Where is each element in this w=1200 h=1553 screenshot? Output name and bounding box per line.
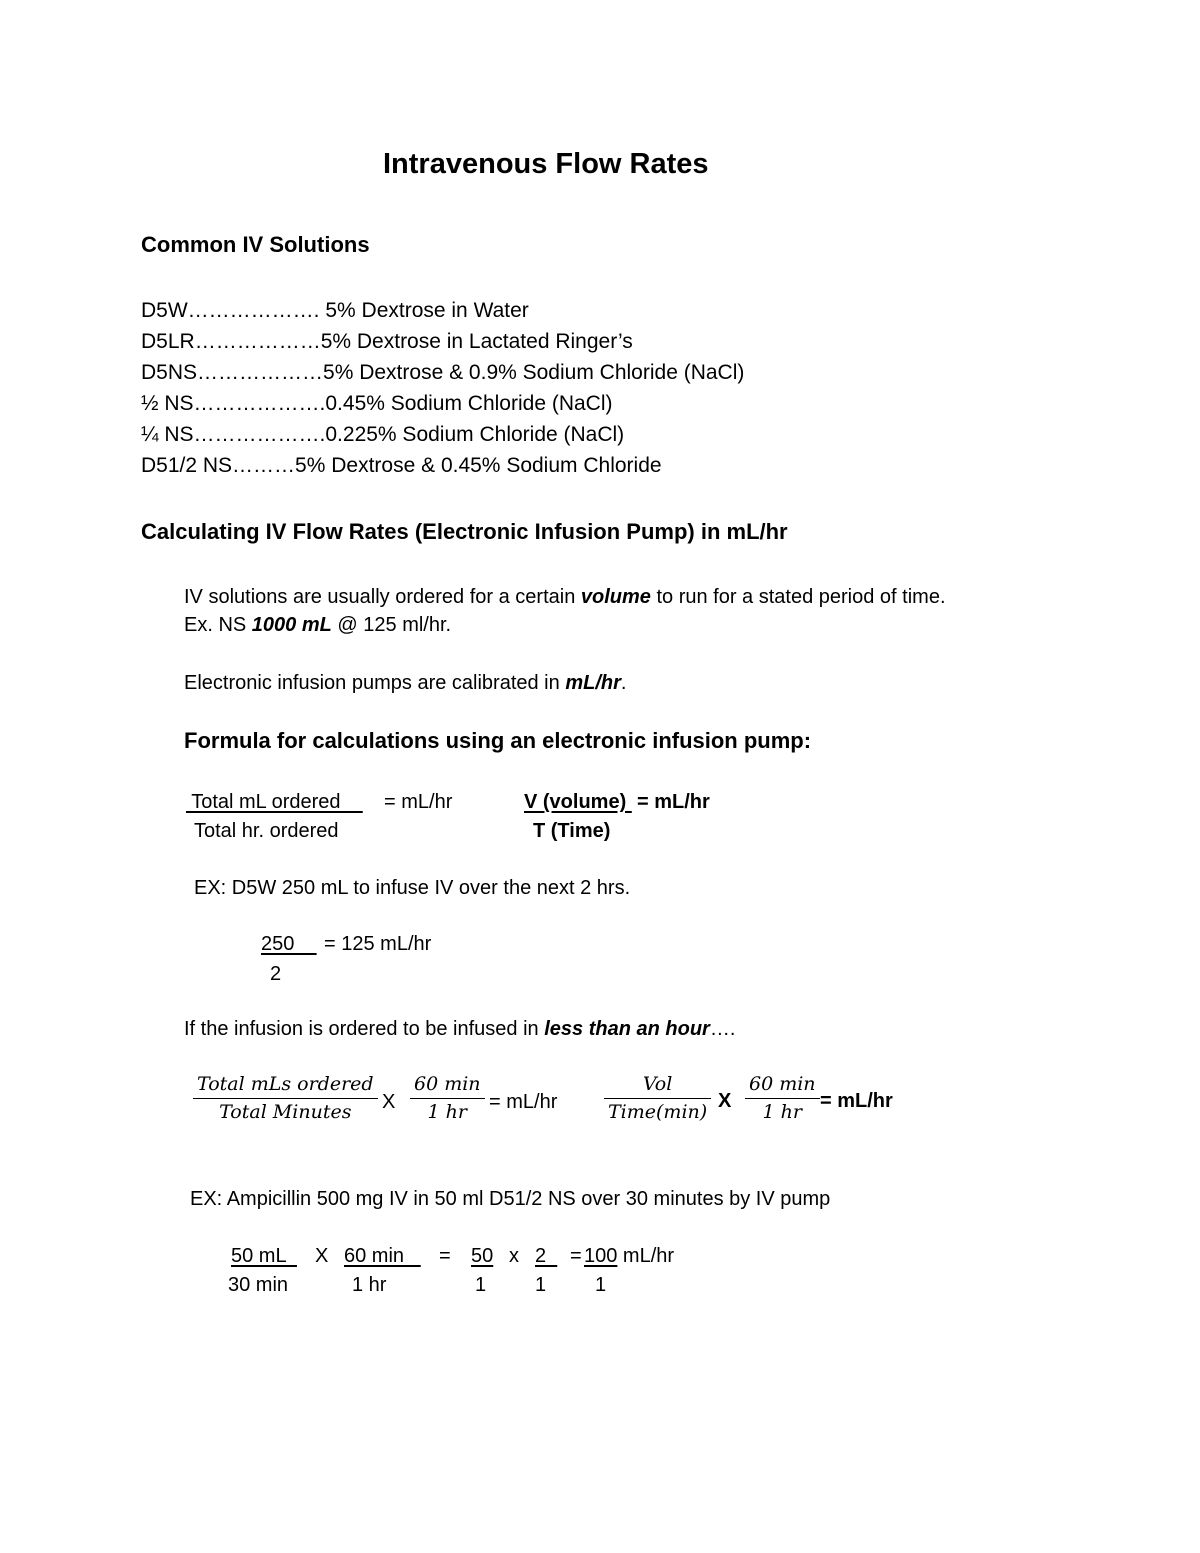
calc-denominator-1b: 1 (535, 1274, 547, 1296)
calc-denominator-1c: 1 (595, 1274, 607, 1296)
example-d5w-denominator: 2 (270, 963, 282, 985)
calc-denominator-1hr: 1 hr (352, 1274, 387, 1296)
fraction-60min-over-1hr: 60 min 1 hr (410, 1075, 485, 1122)
page-title: Intravenous Flow Rates (383, 148, 709, 180)
formula-heading: Formula for calculations using an electronic infusion pump: (184, 728, 812, 753)
solution-item: D5LR………………5% Dextrose in Lactated Ringer’s (141, 330, 633, 353)
calc-numerator-60min: 60 min (344, 1245, 421, 1267)
formula-total-ml-result: = mL/hr (384, 791, 453, 813)
solution-item: ¼ NS……………….0.225% Sodium Chloride (NaCl) (141, 423, 625, 446)
example-ns: Ex. NS 1000 mL @ 125 ml/hr. (184, 614, 452, 636)
multiply-sign: X (382, 1091, 396, 1113)
formula-volume-result: = mL/hr (637, 791, 710, 813)
formula-volume-numerator: V (volume) (524, 791, 632, 813)
section-heading-calculating: Calculating IV Flow Rates (Electronic Infusion Pump) in mL/hr (141, 519, 788, 544)
formula-total-ml-numerator: Total mL ordered (186, 791, 363, 813)
paragraph-less-than-hour: If the infusion is ordered to be infused in less than an hour…. (184, 1018, 736, 1040)
calc-equals-2: = (570, 1245, 582, 1267)
calc-numerator-50ml: 50 mL (231, 1245, 297, 1267)
solution-item: D51/2 NS………5% Dextrose & 0.45% Sodium Chloride (141, 454, 662, 477)
formula-result-ml-hr-bold: = mL/hr (820, 1090, 893, 1112)
solution-item: D5NS………………5% Dextrose & 0.9% Sodium Chloride (NaCl) (141, 361, 745, 384)
section-heading-common-iv-solutions: Common IV Solutions (141, 232, 370, 257)
solution-item: ½ NS……………….0.45% Sodium Chloride (NaCl) (141, 392, 613, 415)
example-d5w: EX: D5W 250 mL to infuse IV over the next 2 hrs. (194, 877, 631, 899)
formula-result-ml-hr: = mL/hr (489, 1091, 558, 1113)
paragraph-calibrated: Electronic infusion pumps are calibrated in mL/hr. (184, 672, 627, 694)
fraction-60min-over-1hr-2: 60 min 1 hr (745, 1075, 820, 1122)
example-d5w-result: = 125 mL/hr (324, 933, 432, 955)
calc-result: 100 mL/hr (584, 1245, 675, 1267)
calc-multiply-1: X (315, 1245, 329, 1267)
paragraph-volume: IV solutions are usually ordered for a certain volume to run for a stated period of time. (184, 586, 946, 608)
example-d5w-numerator: 250 (261, 933, 317, 955)
example-ampicillin: EX: Ampicillin 500 mg IV in 50 ml D51/2 NS over 30 minutes by IV pump (190, 1188, 831, 1210)
calc-numerator-50: 50 (471, 1245, 494, 1267)
solution-item: D5W………………. 5% Dextrose in Water (141, 299, 529, 322)
calc-denominator-1a: 1 (475, 1274, 487, 1296)
fraction-total-mls-over-minutes: Total mLs ordered Total Minutes (193, 1075, 378, 1122)
calc-numerator-2: 2 (535, 1245, 558, 1267)
calc-equals-1: = (439, 1245, 451, 1267)
calc-denominator-30min: 30 min (228, 1274, 289, 1296)
fraction-vol-over-time: Vol Time(min) (604, 1075, 711, 1122)
calc-multiply-2: x (509, 1245, 519, 1267)
multiply-sign-bold: X (718, 1090, 732, 1112)
formula-volume-denominator: T (Time) (533, 820, 611, 842)
formula-total-ml-denominator: Total hr. ordered (194, 820, 339, 842)
